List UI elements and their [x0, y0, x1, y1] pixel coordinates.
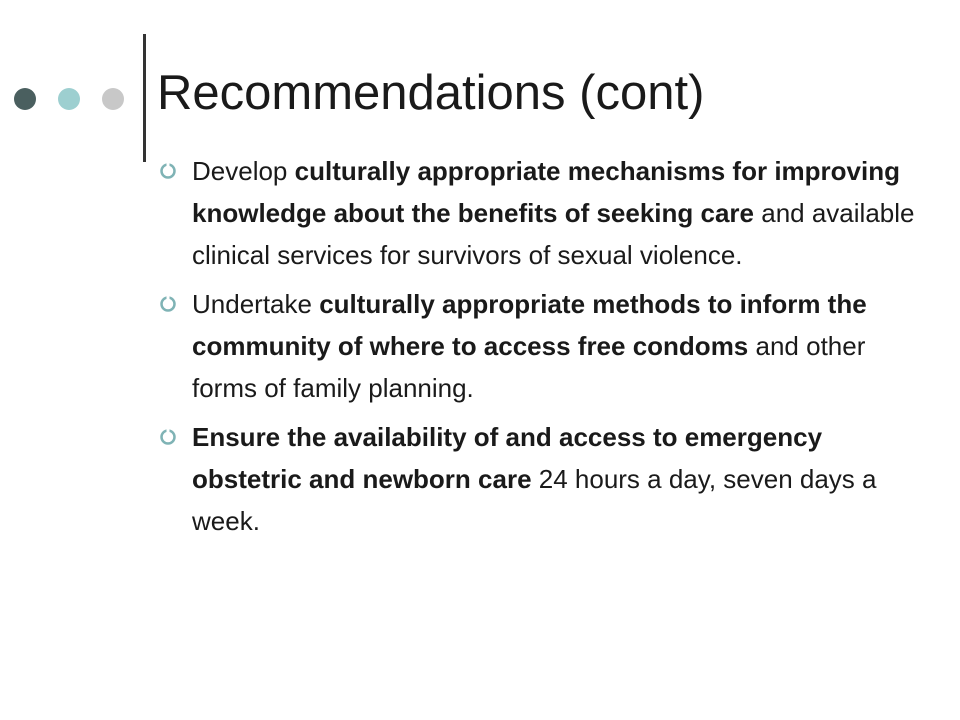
bullet-1-text-bold: culturally appropriate mechanisms for improving knowledge about the benefits of seeking care	[192, 156, 900, 228]
title-divider-line	[143, 34, 146, 162]
bullet-3-text-plain-end: 24 hours a day, seven days a week.	[192, 464, 877, 536]
bullet-item-3	[156, 416, 926, 542]
bullet-1-text-plain-end: and available clinical services for survivors of sexual violence.	[192, 198, 915, 270]
bullet-1-text-plain-start: Develop	[192, 156, 295, 186]
circle-bullet-icon	[159, 428, 177, 446]
slide-title: Recommendations (cont)	[157, 66, 705, 120]
decorative-dot-teal	[58, 88, 80, 110]
decorative-dot-gray	[102, 88, 124, 110]
circle-bullet-icon	[159, 162, 177, 180]
bullet-2-text-bold: culturally appropriate methods to inform the community of where to access free condoms	[192, 289, 867, 361]
bullet-item-2	[156, 283, 926, 409]
bullet-3-text-bold: Ensure the availability of and access to emergency obstetric and newborn care	[192, 422, 823, 494]
bullet-2-text-plain-end: and other forms of family planning.	[192, 331, 866, 403]
circle-bullet-icon	[159, 295, 177, 313]
decorative-dot-dark	[14, 88, 36, 110]
bullet-2-text-plain-start: Undertake	[192, 289, 320, 319]
bullet-list	[156, 150, 926, 549]
bullet-item-1	[156, 150, 926, 276]
